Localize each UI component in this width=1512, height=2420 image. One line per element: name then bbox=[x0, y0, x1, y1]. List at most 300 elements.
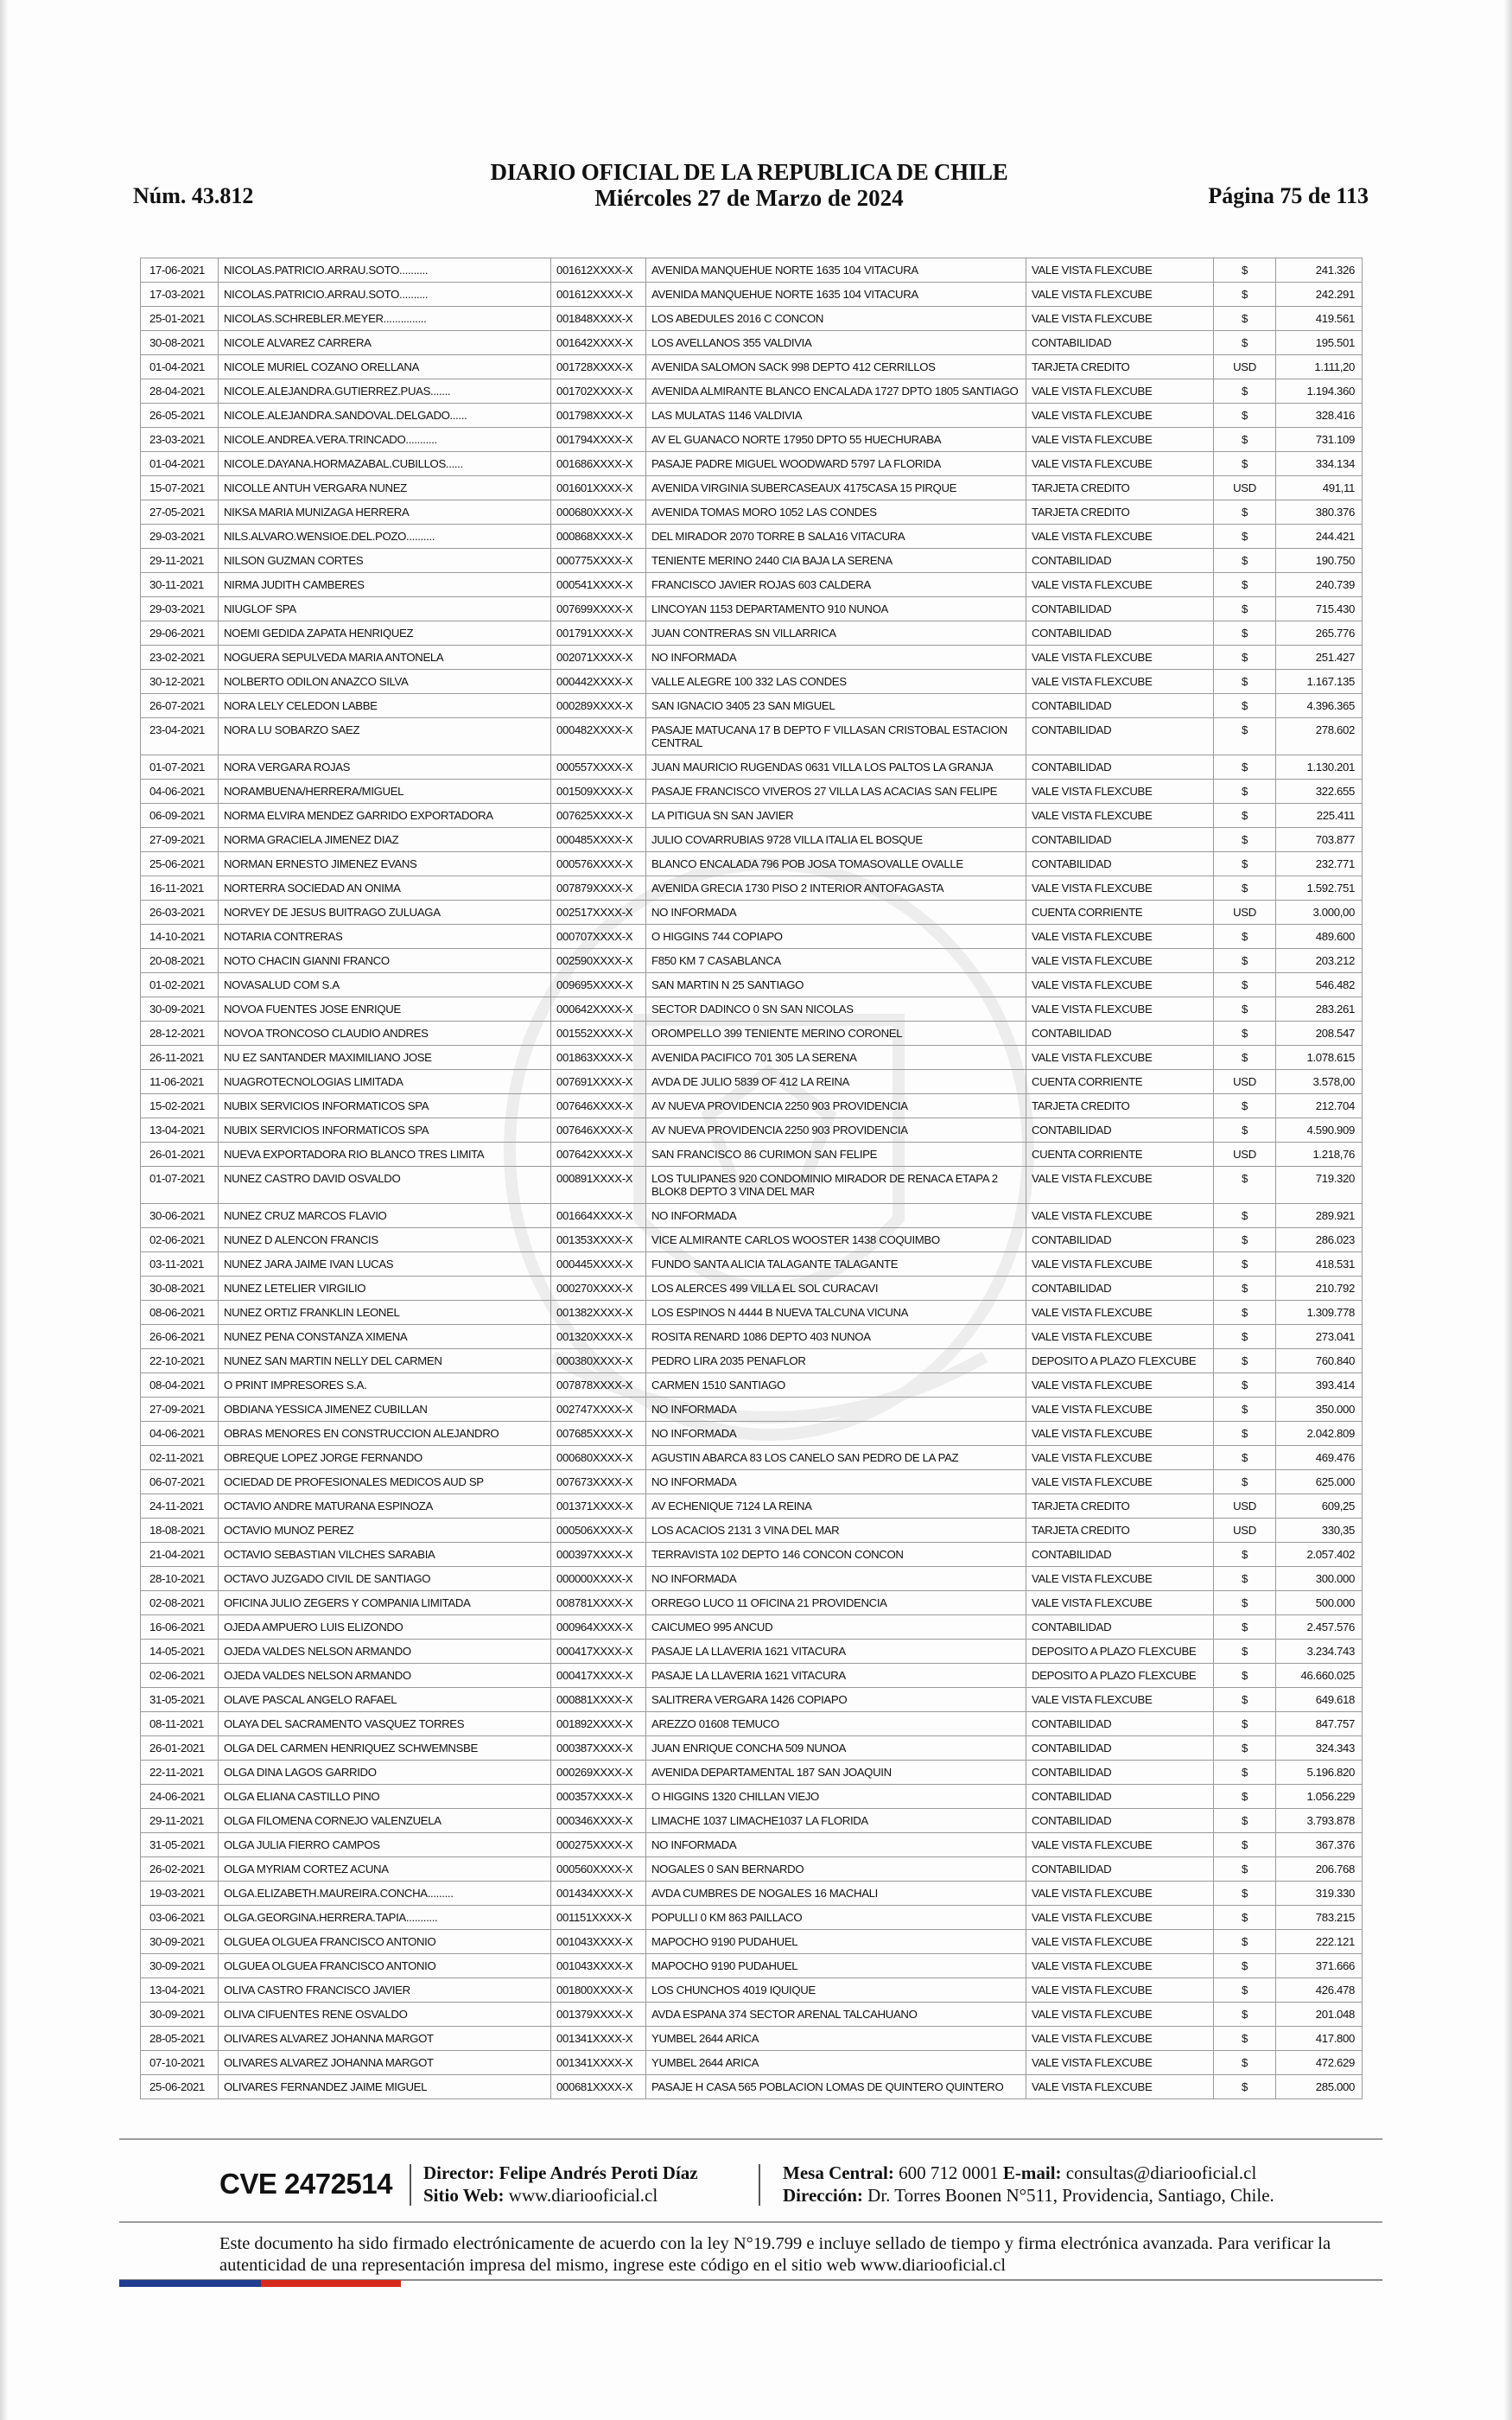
row-currency: $ bbox=[1214, 307, 1276, 331]
row-amount: 289.921 bbox=[1276, 1204, 1363, 1228]
row-date: 30-09-2021 bbox=[141, 1954, 219, 1978]
row-payment-type: VALE VISTA FLEXCUBE bbox=[1026, 1470, 1214, 1494]
row-amount: 719.320 bbox=[1276, 1167, 1363, 1204]
row-rut: 001702XXXX-X bbox=[551, 379, 646, 404]
row-amount: 3.234.743 bbox=[1276, 1640, 1363, 1664]
row-amount: 251.427 bbox=[1276, 646, 1363, 670]
row-address: O HIGGINS 744 COPIAPO bbox=[646, 925, 1026, 949]
row-address: AVDA CUMBRES DE NOGALES 16 MACHALI bbox=[646, 1882, 1026, 1906]
row-name: NICOLE.ANDREA.VERA.TRINCADO........... bbox=[219, 428, 551, 452]
row-payment-type: TARJETA CREDITO bbox=[1026, 355, 1214, 379]
table-row bbox=[141, 1809, 1363, 1833]
table-row bbox=[141, 1349, 1363, 1373]
table-row bbox=[141, 1494, 1363, 1519]
row-payment-type: CONTABILIDAD bbox=[1026, 1785, 1214, 1809]
row-currency: $ bbox=[1214, 1882, 1276, 1906]
row-currency: $ bbox=[1214, 1712, 1276, 1736]
row-name: OLGA MYRIAM CORTEZ ACUNA bbox=[219, 1857, 551, 1882]
row-currency: $ bbox=[1214, 1906, 1276, 1930]
flag-stripe bbox=[119, 2280, 401, 2287]
row-date: 20-08-2021 bbox=[141, 949, 219, 973]
row-rut: 000881XXXX-X bbox=[551, 1688, 646, 1712]
row-address: AVENIDA DEPARTAMENTAL 187 SAN JOAQUIN bbox=[646, 1761, 1026, 1785]
row-name: OLGA.ELIZABETH.MAUREIRA.CONCHA......... bbox=[219, 1882, 551, 1906]
row-currency: $ bbox=[1214, 755, 1276, 780]
row-date: 26-05-2021 bbox=[141, 404, 219, 428]
row-date: 30-11-2021 bbox=[141, 573, 219, 597]
row-date: 26-01-2021 bbox=[141, 1736, 219, 1761]
row-date: 16-06-2021 bbox=[141, 1615, 219, 1640]
table-row bbox=[141, 1736, 1363, 1761]
mesa-label: Mesa Central: bbox=[783, 2162, 894, 2183]
row-payment-type: CONTABILIDAD bbox=[1026, 828, 1214, 852]
table-row bbox=[141, 1591, 1363, 1615]
row-amount: 265.776 bbox=[1276, 621, 1363, 646]
row-rut: 001800XXXX-X bbox=[551, 1978, 646, 2003]
row-amount: 232.771 bbox=[1276, 852, 1363, 876]
row-amount: 4.590.909 bbox=[1276, 1118, 1363, 1143]
row-name: NOVOA TRONCOSO CLAUDIO ANDRES bbox=[219, 1022, 551, 1046]
row-currency: $ bbox=[1214, 852, 1276, 876]
website-value: www.diariooficial.cl bbox=[508, 2185, 658, 2206]
table-row bbox=[141, 1422, 1363, 1446]
row-date: 31-05-2021 bbox=[141, 1833, 219, 1857]
row-currency: USD bbox=[1214, 1519, 1276, 1543]
row-payment-type: CONTABILIDAD bbox=[1026, 1118, 1214, 1143]
row-payment-type: VALE VISTA FLEXCUBE bbox=[1026, 379, 1214, 404]
row-name: OLIVARES ALVAREZ JOHANNA MARGOT bbox=[219, 2051, 551, 2075]
row-amount: 334.134 bbox=[1276, 452, 1363, 476]
row-rut: 000270XXXX-X bbox=[551, 1277, 646, 1301]
row-payment-type: VALE VISTA FLEXCUBE bbox=[1026, 646, 1214, 670]
row-name: NOVASALUD COM S.A bbox=[219, 973, 551, 997]
row-currency: $ bbox=[1214, 1930, 1276, 1954]
footer-separator bbox=[410, 2164, 411, 2206]
row-payment-type: CONTABILIDAD bbox=[1026, 1857, 1214, 1882]
row-amount: 3.793.878 bbox=[1276, 1809, 1363, 1833]
row-amount: 242.291 bbox=[1276, 283, 1363, 307]
row-payment-type: CONTABILIDAD bbox=[1026, 755, 1214, 780]
footer-mid-rule bbox=[119, 2221, 1382, 2223]
row-currency: $ bbox=[1214, 1373, 1276, 1398]
row-payment-type: VALE VISTA FLEXCUBE bbox=[1026, 1373, 1214, 1398]
row-currency: $ bbox=[1214, 804, 1276, 828]
table-row bbox=[141, 1470, 1363, 1494]
row-amount: 393.414 bbox=[1276, 1373, 1363, 1398]
row-amount: 715.430 bbox=[1276, 597, 1363, 621]
row-address: F850 KM 7 CASABLANCA bbox=[646, 949, 1026, 973]
table-row bbox=[141, 1906, 1363, 1930]
row-name: NORA LU SOBARZO SAEZ bbox=[219, 718, 551, 755]
row-address: NO INFORMADA bbox=[646, 1833, 1026, 1857]
row-rut: 000482XXXX-X bbox=[551, 718, 646, 755]
row-amount: 417.800 bbox=[1276, 2027, 1363, 2051]
row-rut: 001791XXXX-X bbox=[551, 621, 646, 646]
row-name: NILSON GUZMAN CORTES bbox=[219, 549, 551, 573]
row-address: LOS ABEDULES 2016 C CONCON bbox=[646, 307, 1026, 331]
row-name: OLIVARES FERNANDEZ JAIME MIGUEL bbox=[219, 2075, 551, 2099]
row-payment-type: VALE VISTA FLEXCUBE bbox=[1026, 1978, 1214, 2003]
row-currency: $ bbox=[1214, 1046, 1276, 1070]
row-name: OLGA.GEORGINA.HERRERA.TAPIA........... bbox=[219, 1906, 551, 1930]
table-row bbox=[141, 1325, 1363, 1349]
row-amount: 491,11 bbox=[1276, 476, 1363, 500]
mesa-value: 600 712 0001 bbox=[899, 2162, 999, 2183]
row-address: AGUSTIN ABARCA 83 LOS CANELO SAN PEDRO DE LA PAZ bbox=[646, 1446, 1026, 1470]
table-row bbox=[141, 355, 1363, 379]
row-currency: $ bbox=[1214, 1785, 1276, 1809]
table-row bbox=[141, 973, 1363, 997]
row-amount: 286.023 bbox=[1276, 1228, 1363, 1252]
row-address: AV EL GUANACO NORTE 17950 DPTO 55 HUECHURABA bbox=[646, 428, 1026, 452]
row-address: NO INFORMADA bbox=[646, 646, 1026, 670]
row-name: NICOLE.ALEJANDRA.SANDOVAL.DELGADO...... bbox=[219, 404, 551, 428]
cve-code: CVE 2472514 bbox=[219, 2168, 392, 2200]
row-currency: $ bbox=[1214, 1809, 1276, 1833]
row-rut: 000346XXXX-X bbox=[551, 1809, 646, 1833]
row-currency: $ bbox=[1214, 1567, 1276, 1591]
row-rut: 000506XXXX-X bbox=[551, 1519, 646, 1543]
row-rut: 000417XXXX-X bbox=[551, 1664, 646, 1688]
row-address: SAN MARTIN N 25 SANTIAGO bbox=[646, 973, 1026, 997]
row-currency: $ bbox=[1214, 1664, 1276, 1688]
row-date: 30-09-2021 bbox=[141, 997, 219, 1022]
row-name: NUNEZ CRUZ MARCOS FLAVIO bbox=[219, 1204, 551, 1228]
row-currency: USD bbox=[1214, 1494, 1276, 1519]
row-date: 29-03-2021 bbox=[141, 597, 219, 621]
row-address: FUNDO SANTA ALICIA TALAGANTE TALAGANTE bbox=[646, 1252, 1026, 1277]
row-rut: 001341XXXX-X bbox=[551, 2051, 646, 2075]
row-date: 02-08-2021 bbox=[141, 1591, 219, 1615]
row-rut: 001664XXXX-X bbox=[551, 1204, 646, 1228]
table-row bbox=[141, 1277, 1363, 1301]
row-amount: 225.411 bbox=[1276, 804, 1363, 828]
director-label: Director: bbox=[423, 2162, 495, 2183]
row-rut: 001863XXXX-X bbox=[551, 1046, 646, 1070]
row-currency: $ bbox=[1214, 1470, 1276, 1494]
row-amount: 201.048 bbox=[1276, 2003, 1363, 2027]
row-rut: 008781XXXX-X bbox=[551, 1591, 646, 1615]
row-address: SAN FRANCISCO 86 CURIMON SAN FELIPE bbox=[646, 1143, 1026, 1167]
row-address: AVENIDA MANQUEHUE NORTE 1635 104 VITACURA bbox=[646, 258, 1026, 283]
table-row bbox=[141, 476, 1363, 500]
row-date: 15-02-2021 bbox=[141, 1094, 219, 1118]
row-payment-type: TARJETA CREDITO bbox=[1026, 1494, 1214, 1519]
row-rut: 000397XXXX-X bbox=[551, 1543, 646, 1567]
row-currency: $ bbox=[1214, 828, 1276, 852]
row-date: 24-06-2021 bbox=[141, 1785, 219, 1809]
row-amount: 222.121 bbox=[1276, 1930, 1363, 1954]
row-date: 16-11-2021 bbox=[141, 876, 219, 901]
row-name: NORMAN ERNESTO JIMENEZ EVANS bbox=[219, 852, 551, 876]
row-payment-type: VALE VISTA FLEXCUBE bbox=[1026, 1204, 1214, 1228]
row-date: 25-01-2021 bbox=[141, 307, 219, 331]
table-row bbox=[141, 1094, 1363, 1118]
row-date: 26-01-2021 bbox=[141, 1143, 219, 1167]
row-address: AVENIDA GRECIA 1730 PISO 2 INTERIOR ANTOFAGASTA bbox=[646, 876, 1026, 901]
row-rut: 000868XXXX-X bbox=[551, 525, 646, 549]
row-date: 24-11-2021 bbox=[141, 1494, 219, 1519]
row-date: 26-03-2021 bbox=[141, 901, 219, 925]
row-amount: 426.478 bbox=[1276, 1978, 1363, 2003]
row-amount: 319.330 bbox=[1276, 1882, 1363, 1906]
row-payment-type: VALE VISTA FLEXCUBE bbox=[1026, 428, 1214, 452]
row-payment-type: VALE VISTA FLEXCUBE bbox=[1026, 2051, 1214, 2075]
page-header bbox=[130, 159, 1369, 221]
row-rut: 001043XXXX-X bbox=[551, 1930, 646, 1954]
row-name: OLIVA CASTRO FRANCISCO JAVIER bbox=[219, 1978, 551, 2003]
row-address: POPULLI 0 KM 863 PAILLACO bbox=[646, 1906, 1026, 1930]
row-currency: $ bbox=[1214, 1252, 1276, 1277]
row-name: NORA LELY CELEDON LABBE bbox=[219, 694, 551, 718]
row-currency: $ bbox=[1214, 1857, 1276, 1882]
row-amount: 380.376 bbox=[1276, 500, 1363, 525]
row-rut: 000387XXXX-X bbox=[551, 1736, 646, 1761]
row-date: 02-11-2021 bbox=[141, 1446, 219, 1470]
row-address: MAPOCHO 9190 PUDAHUEL bbox=[646, 1954, 1026, 1978]
table-row bbox=[141, 925, 1363, 949]
row-amount: 328.416 bbox=[1276, 404, 1363, 428]
row-amount: 4.396.365 bbox=[1276, 694, 1363, 718]
row-currency: $ bbox=[1214, 597, 1276, 621]
row-currency: $ bbox=[1214, 1640, 1276, 1664]
row-amount: 649.618 bbox=[1276, 1688, 1363, 1712]
table-row bbox=[141, 2051, 1363, 2075]
table-row bbox=[141, 597, 1363, 621]
table-row bbox=[141, 1615, 1363, 1640]
row-address: SAN IGNACIO 3405 23 SAN MIGUEL bbox=[646, 694, 1026, 718]
row-currency: $ bbox=[1214, 1228, 1276, 1252]
row-amount: 322.655 bbox=[1276, 780, 1363, 804]
table-row bbox=[141, 2003, 1363, 2027]
footer-director-block bbox=[423, 2162, 698, 2207]
row-currency: $ bbox=[1214, 1446, 1276, 1470]
row-address: PASAJE MATUCANA 17 B DEPTO F VILLASAN CRISTOBAL ESTACION CENTRAL bbox=[646, 718, 1026, 755]
row-date: 27-09-2021 bbox=[141, 828, 219, 852]
row-address: NO INFORMADA bbox=[646, 901, 1026, 925]
row-currency: $ bbox=[1214, 2075, 1276, 2099]
row-amount: 244.421 bbox=[1276, 525, 1363, 549]
row-date: 25-06-2021 bbox=[141, 2075, 219, 2099]
row-amount: 783.215 bbox=[1276, 1906, 1363, 1930]
row-rut: 001552XXXX-X bbox=[551, 1022, 646, 1046]
row-rut: 000680XXXX-X bbox=[551, 1446, 646, 1470]
row-currency: USD bbox=[1214, 476, 1276, 500]
row-payment-type: CONTABILIDAD bbox=[1026, 1228, 1214, 1252]
row-address: NO INFORMADA bbox=[646, 1567, 1026, 1591]
row-currency: $ bbox=[1214, 1833, 1276, 1857]
footer-contact-block bbox=[783, 2162, 1274, 2207]
row-payment-type: VALE VISTA FLEXCUBE bbox=[1026, 973, 1214, 997]
row-rut: 000445XXXX-X bbox=[551, 1252, 646, 1277]
row-name: OJEDA AMPUERO LUIS ELIZONDO bbox=[219, 1615, 551, 1640]
row-rut: 000642XXXX-X bbox=[551, 997, 646, 1022]
row-amount: 208.547 bbox=[1276, 1022, 1363, 1046]
table-row bbox=[141, 500, 1363, 525]
row-amount: 5.196.820 bbox=[1276, 1761, 1363, 1785]
row-payment-type: VALE VISTA FLEXCUBE bbox=[1026, 1446, 1214, 1470]
row-address: ORREGO LUCO 11 OFICINA 21 PROVIDENCIA bbox=[646, 1591, 1026, 1615]
row-name: NUAGROTECNOLOGIAS LIMITADA bbox=[219, 1070, 551, 1094]
row-address: PEDRO LIRA 2035 PENAFLOR bbox=[646, 1349, 1026, 1373]
row-currency: $ bbox=[1214, 2003, 1276, 2027]
table-row bbox=[141, 2027, 1363, 2051]
row-name: OCIEDAD DE PROFESIONALES MEDICOS AUD SP bbox=[219, 1470, 551, 1494]
row-date: 17-06-2021 bbox=[141, 258, 219, 283]
row-date: 29-11-2021 bbox=[141, 549, 219, 573]
table-row bbox=[141, 428, 1363, 452]
row-name: OLGA DEL CARMEN HENRIQUEZ SCHWEMNSBE bbox=[219, 1736, 551, 1761]
row-rut: 000000XXXX-X bbox=[551, 1567, 646, 1591]
row-date: 13-04-2021 bbox=[141, 1118, 219, 1143]
table-row bbox=[141, 1398, 1363, 1422]
row-currency: $ bbox=[1214, 258, 1276, 283]
row-rut: 000891XXXX-X bbox=[551, 1167, 646, 1204]
row-payment-type: VALE VISTA FLEXCUBE bbox=[1026, 1688, 1214, 1712]
row-address: LOS ALERCES 499 VILLA EL SOL CURACAVI bbox=[646, 1277, 1026, 1301]
row-payment-type: VALE VISTA FLEXCUBE bbox=[1026, 1398, 1214, 1422]
row-amount: 625.000 bbox=[1276, 1470, 1363, 1494]
table-row bbox=[141, 1118, 1363, 1143]
table-row bbox=[141, 1143, 1363, 1167]
row-rut: 001601XXXX-X bbox=[551, 476, 646, 500]
row-address: JUAN CONTRERAS SN VILLARRICA bbox=[646, 621, 1026, 646]
table-row bbox=[141, 901, 1363, 925]
row-currency: $ bbox=[1214, 1022, 1276, 1046]
row-payment-type: VALE VISTA FLEXCUBE bbox=[1026, 258, 1214, 283]
row-currency: $ bbox=[1214, 1615, 1276, 1640]
table-row bbox=[141, 1567, 1363, 1591]
row-address: BLANCO ENCALADA 796 POB JOSA TOMASOVALLE OVALLE bbox=[646, 852, 1026, 876]
flag-red-stripe bbox=[261, 2280, 401, 2287]
row-address: PASAJE LA LLAVERIA 1621 VITACURA bbox=[646, 1664, 1026, 1688]
row-amount: 285.000 bbox=[1276, 2075, 1363, 2099]
row-name: NOVOA FUENTES JOSE ENRIQUE bbox=[219, 997, 551, 1022]
row-name: OLGUEA OLGUEA FRANCISCO ANTONIO bbox=[219, 1954, 551, 1978]
row-payment-type: VALE VISTA FLEXCUBE bbox=[1026, 2003, 1214, 2027]
row-name: NOLBERTO ODILON ANAZCO SILVA bbox=[219, 670, 551, 694]
row-payment-type: VALE VISTA FLEXCUBE bbox=[1026, 404, 1214, 428]
row-name: OLGUEA OLGUEA FRANCISCO ANTONIO bbox=[219, 1930, 551, 1954]
row-rut: 002747XXXX-X bbox=[551, 1398, 646, 1422]
row-name: NUEVA EXPORTADORA RIO BLANCO TRES LIMITA bbox=[219, 1143, 551, 1167]
row-currency: $ bbox=[1214, 973, 1276, 997]
row-payment-type: TARJETA CREDITO bbox=[1026, 500, 1214, 525]
row-address: LIMACHE 1037 LIMACHE1037 LA FLORIDA bbox=[646, 1809, 1026, 1833]
row-address: JUAN MAURICIO RUGENDAS 0631 VILLA LOS PALTOS LA GRANJA bbox=[646, 755, 1026, 780]
row-date: 01-07-2021 bbox=[141, 1167, 219, 1204]
row-address: LOS ESPINOS N 4444 B NUEVA TALCUNA VICUNA bbox=[646, 1301, 1026, 1325]
row-currency: $ bbox=[1214, 452, 1276, 476]
row-payment-type: VALE VISTA FLEXCUBE bbox=[1026, 283, 1214, 307]
row-currency: $ bbox=[1214, 1954, 1276, 1978]
table-row bbox=[141, 1373, 1363, 1398]
row-currency: $ bbox=[1214, 1094, 1276, 1118]
row-currency: $ bbox=[1214, 428, 1276, 452]
row-address: AV ECHENIQUE 7124 LA REINA bbox=[646, 1494, 1026, 1519]
row-payment-type: CONTABILIDAD bbox=[1026, 597, 1214, 621]
row-date: 02-06-2021 bbox=[141, 1228, 219, 1252]
row-date: 01-04-2021 bbox=[141, 452, 219, 476]
row-currency: $ bbox=[1214, 949, 1276, 973]
row-name: NUNEZ CASTRO DAVID OSVALDO bbox=[219, 1167, 551, 1204]
row-name: OJEDA VALDES NELSON ARMANDO bbox=[219, 1640, 551, 1664]
row-payment-type: VALE VISTA FLEXCUBE bbox=[1026, 1567, 1214, 1591]
table-row bbox=[141, 1640, 1363, 1664]
row-date: 27-09-2021 bbox=[141, 1398, 219, 1422]
table-row bbox=[141, 1688, 1363, 1712]
row-address: JUAN ENRIQUE CONCHA 509 NUNOA bbox=[646, 1736, 1026, 1761]
row-rut: 001686XXXX-X bbox=[551, 452, 646, 476]
row-name: NOTARIA CONTRERAS bbox=[219, 925, 551, 949]
row-address: CAICUMEO 995 ANCUD bbox=[646, 1615, 1026, 1640]
table-row bbox=[141, 1446, 1363, 1470]
row-payment-type: TARJETA CREDITO bbox=[1026, 1519, 1214, 1543]
row-currency: $ bbox=[1214, 621, 1276, 646]
row-name: NORVEY DE JESUS BUITRAGO ZULUAGA bbox=[219, 901, 551, 925]
row-currency: $ bbox=[1214, 500, 1276, 525]
row-rut: 007673XXXX-X bbox=[551, 1470, 646, 1494]
row-rut: 007691XXXX-X bbox=[551, 1070, 646, 1094]
row-amount: 546.482 bbox=[1276, 973, 1363, 997]
row-amount: 847.757 bbox=[1276, 1712, 1363, 1736]
address-value: Dr. Torres Boonen N°511, Providencia, Santiago, Chile. bbox=[867, 2185, 1274, 2206]
row-currency: $ bbox=[1214, 646, 1276, 670]
row-amount: 283.261 bbox=[1276, 997, 1363, 1022]
row-payment-type: VALE VISTA FLEXCUBE bbox=[1026, 925, 1214, 949]
row-payment-type: DEPOSITO A PLAZO FLEXCUBE bbox=[1026, 1664, 1214, 1688]
row-payment-type: TARJETA CREDITO bbox=[1026, 1094, 1214, 1118]
row-name: OLAVE PASCAL ANGELO RAFAEL bbox=[219, 1688, 551, 1712]
row-payment-type: CONTABILIDAD bbox=[1026, 331, 1214, 355]
row-payment-type: VALE VISTA FLEXCUBE bbox=[1026, 1906, 1214, 1930]
table-row bbox=[141, 997, 1363, 1022]
row-name: NORA VERGARA ROJAS bbox=[219, 755, 551, 780]
table-row bbox=[141, 1761, 1363, 1785]
table-row bbox=[141, 1046, 1363, 1070]
row-amount: 240.739 bbox=[1276, 573, 1363, 597]
row-amount: 1.111,20 bbox=[1276, 355, 1363, 379]
row-amount: 367.376 bbox=[1276, 1833, 1363, 1857]
row-rut: 001794XXXX-X bbox=[551, 428, 646, 452]
row-amount: 278.602 bbox=[1276, 718, 1363, 755]
row-name: NICOLLE ANTUH VERGARA NUNEZ bbox=[219, 476, 551, 500]
row-rut: 007642XXXX-X bbox=[551, 1143, 646, 1167]
row-payment-type: CONTABILIDAD bbox=[1026, 1022, 1214, 1046]
row-name: NUBIX SERVICIOS INFORMATICOS SPA bbox=[219, 1094, 551, 1118]
row-currency: USD bbox=[1214, 355, 1276, 379]
row-rut: 001320XXXX-X bbox=[551, 1325, 646, 1349]
row-address: AVDA ESPANA 374 SECTOR ARENAL TALCAHUANO bbox=[646, 2003, 1026, 2027]
row-date: 19-03-2021 bbox=[141, 1882, 219, 1906]
row-rut: 001642XXXX-X bbox=[551, 331, 646, 355]
row-date: 29-06-2021 bbox=[141, 621, 219, 646]
row-currency: USD bbox=[1214, 1143, 1276, 1167]
row-payment-type: VALE VISTA FLEXCUBE bbox=[1026, 1954, 1214, 1978]
row-name: NIRMA JUDITH CAMBERES bbox=[219, 573, 551, 597]
director-name: Felipe Andrés Peroti Díaz bbox=[499, 2162, 698, 2183]
row-address: ROSITA RENARD 1086 DEPTO 403 NUNOA bbox=[646, 1325, 1026, 1349]
row-rut: 000417XXXX-X bbox=[551, 1640, 646, 1664]
row-date: 04-06-2021 bbox=[141, 1422, 219, 1446]
row-name: OFICINA JULIO ZEGERS Y COMPANIA LIMITADA bbox=[219, 1591, 551, 1615]
row-name: NICOLE.ALEJANDRA.GUTIERREZ.PUAS....... bbox=[219, 379, 551, 404]
row-payment-type: CONTABILIDAD bbox=[1026, 1277, 1214, 1301]
row-name: NICOLAS.PATRICIO.ARRAU.SOTO.......... bbox=[219, 283, 551, 307]
row-rut: 001892XXXX-X bbox=[551, 1712, 646, 1736]
row-name: NORMA ELVIRA MENDEZ GARRIDO EXPORTADORA bbox=[219, 804, 551, 828]
row-address: AV NUEVA PROVIDENCIA 2250 903 PROVIDENCIA bbox=[646, 1094, 1026, 1118]
